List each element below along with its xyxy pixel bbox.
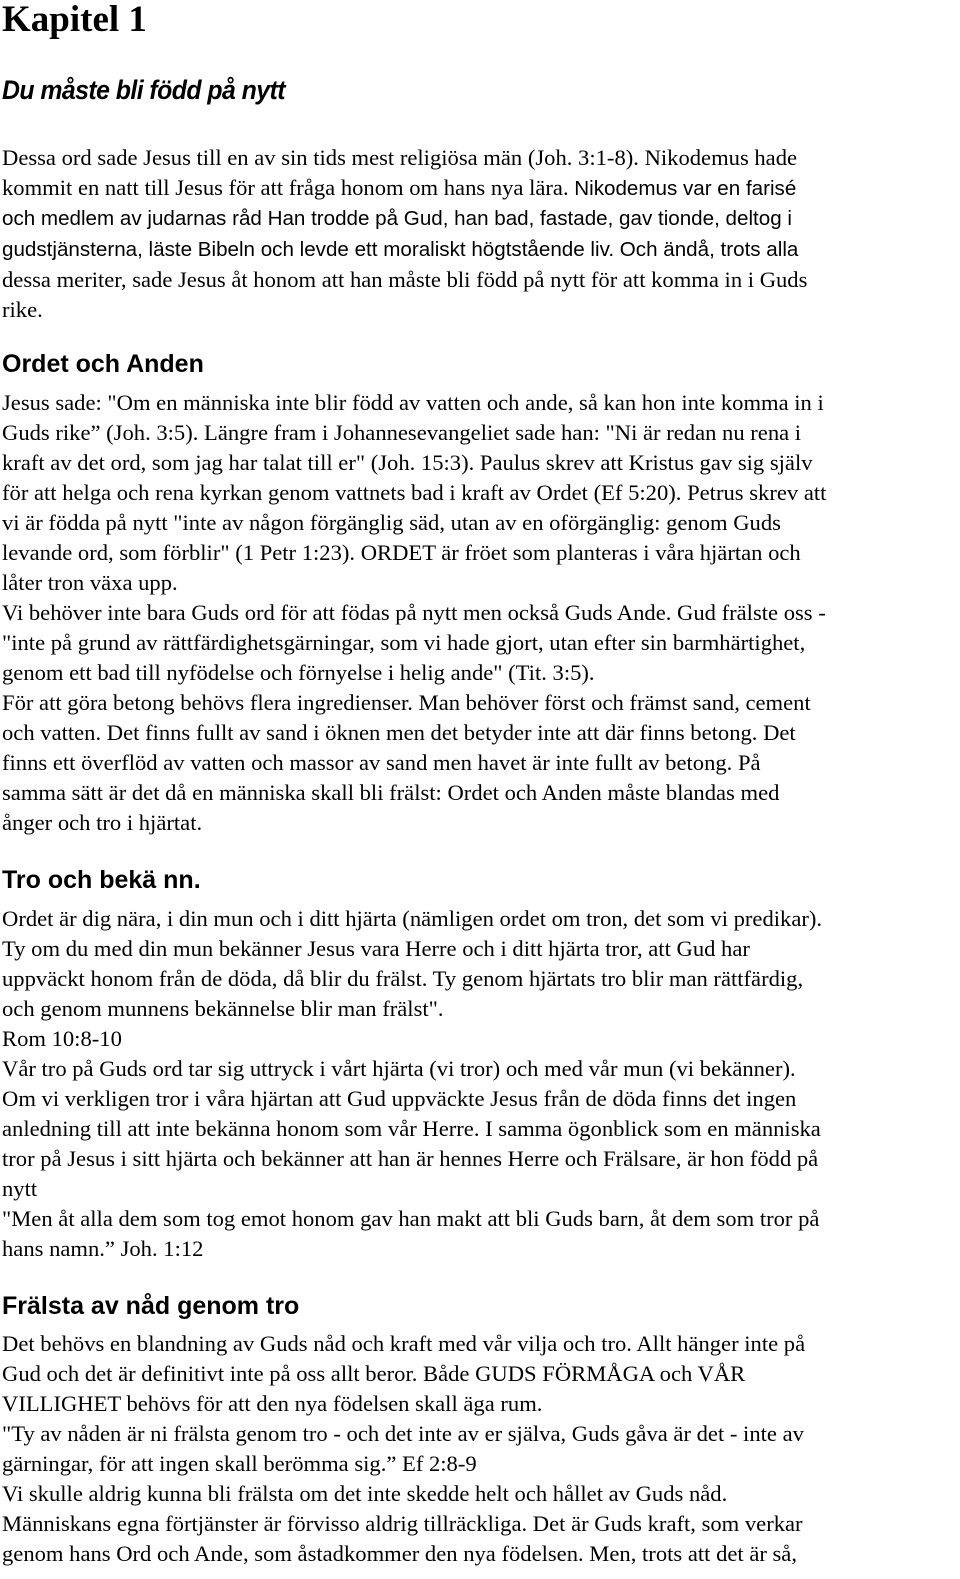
intro-line-4: [2, 234, 952, 265]
intro-line-2b: Nikodemus var en farisé: [574, 177, 797, 200]
ordet-line-10: genom ett bad till nyfödelse och förnyelse i helig ande" (Tit. 3:5).: [2, 660, 595, 685]
ordet-line-8: Vi behöver inte bara Guds ord för att födas på nytt men också Guds Ande. Gud frälste oss -: [2, 600, 826, 625]
tro-line-11: "Men åt alla dem som tog emot honom gav han makt att bli Guds barn, åt dem som tror på: [2, 1206, 820, 1231]
intro-line-6: rike.: [2, 297, 43, 322]
fralsta-line-4: "Ty av nåden är ni frälsta genom tro - och det inte av er själva, Guds gåva är det - inte av: [2, 1421, 804, 1446]
ordet-line-7: låter tron växa upp.: [2, 570, 178, 595]
intro-line-1: Dessa ord sade Jesus till en av sin tids mest religiösa män (Joh. 3:1-8). Nikodemus hade: [2, 145, 798, 170]
tro-line-7: Om vi verkligen tror i våra hjärtan att Gud uppväckte Jesus från de döda finns det ingen: [2, 1086, 797, 1111]
ordet-line-4: för att helga och rena kyrkan genom vattnets bad i kraft av Ordet (Ef 5:20). Petrus skrev att: [2, 480, 827, 505]
fralsta-line-7: Människans egna förtjänster är förvisso aldrig tillräckliga. Det är Guds kraft, som verkar: [2, 1511, 803, 1536]
intro-line-2a: kommit en natt till Jesus för att fråga honom om hans nya lära.: [2, 175, 575, 200]
fralsta-line-3: VILLIGHET behövs för att den nya födelsen skall äga rum.: [2, 1391, 543, 1416]
fralsta-line-8: genom hans Ord och Ande, som åstadkommer den nya födelsen. Men, trots att det är så,: [2, 1541, 797, 1566]
chapter-subtitle: Du måste bli född på nytt: [2, 75, 285, 105]
tro-line-5: Rom 10:8-10: [2, 1026, 122, 1051]
ordet-line-15: ånger och tro i hjärtat.: [2, 810, 203, 835]
section-heading-fralsta: Frälsta av nåd genom tro: [2, 1292, 300, 1320]
ordet-line-3: kraft av det ord, som jag har talat till er" (Joh. 15:3). Paulus skrev att Kristus gav sig själv: [2, 450, 813, 475]
tro-line-12: hans namn.” Joh. 1:12: [2, 1236, 204, 1261]
tro-line-8: anledning till att inte bekänna honom som vår Herre. I samma ögonblick som en människa: [2, 1116, 821, 1141]
ordet-line-9: "inte på grund av rättfärdighetsgärningar, som vi hade gjort, utan efter sin barmhärtighet,: [2, 630, 806, 655]
intro-paragraph: [2, 143, 952, 325]
ordet-line-14: samma sätt är det då en människa skall bli frälst: Ordet och Anden måste blandas med: [2, 780, 780, 805]
section-body-fralsta: [2, 1329, 952, 1569]
chapter-title: Kapitel 1: [2, 0, 147, 40]
ordet-line-6: levande ord, som förblir" (1 Petr 1:23). ORDET är fröet som planteras i våra hjärtan och: [2, 540, 801, 565]
fralsta-line-6: Vi skulle aldrig kunna bli frälsta om det inte skedde helt och hållet av Guds nåd.: [2, 1481, 728, 1506]
intro-line-2: [2, 173, 952, 204]
intro-line-3: och medlem av judarnas råd Han trodde på Gud, han bad, fastade, gav tionde, deltog i: [2, 207, 792, 230]
tro-line-4: och genom munnens bekännelse blir man frälst".: [2, 996, 444, 1021]
ordet-line-13: finns ett överflöd av vatten och massor av sand men havet är inte fullt av betong. På: [2, 750, 761, 775]
tro-line-9: tror på Jesus i sitt hjärta och bekänner att han är hennes Herre och Frälsare, är hon född på: [2, 1146, 819, 1171]
intro-line-4a: gudstjänsterna, läste Bibeln och levde ett moraliskt högtstående liv.: [2, 238, 615, 261]
section-body-tro: [2, 904, 952, 1264]
ordet-line-12: och vatten. Det finns fullt av sand i öknen men det betyder inte att där finns betong. Det: [2, 720, 796, 745]
intro-line-4b: Och ändå, trots alla: [614, 238, 799, 261]
tro-line-1: Ordet är dig nära, i din mun och i ditt hjärta (nämligen ordet om tron, det som vi predikar).: [2, 906, 823, 931]
ordet-line-11: För att göra betong behövs flera ingredienser. Man behöver först och främst sand, cement: [2, 690, 811, 715]
section-body-ordet: [2, 388, 952, 838]
tro-line-6: Vår tro på Guds ord tar sig uttryck i vårt hjärta (vi tror) och med vår mun (vi bekänner).: [2, 1056, 796, 1081]
intro-line-5: dessa meriter, sade Jesus åt honom att han måste bli född på nytt för att komma in i Guds: [2, 267, 808, 292]
ordet-line-5: vi är födda på nytt "inte av någon förgänglig säd, utan av en oförgänglig: genom Guds: [2, 510, 781, 535]
fralsta-line-5: gärningar, för att ingen skall berömma sig.” Ef 2:8-9: [2, 1451, 477, 1476]
ordet-line-2: Guds rike” (Joh. 3:5). Längre fram i Johannesevangeliet sade han: "Ni är redan nu rena i: [2, 420, 802, 445]
fralsta-line-2: Gud och det är definitivt inte på oss allt beror. Både GUDS FÖRMÅGA och VÅR: [2, 1361, 746, 1386]
fralsta-line-1: Det behövs en blandning av Guds nåd och kraft med vår vilja och tro. Allt hänger inte på: [2, 1331, 806, 1356]
section-heading-ordet: Ordet och Anden: [2, 350, 204, 378]
tro-line-2: Ty om du med din mun bekänner Jesus vara Herre och i ditt hjärta tror, att Gud har: [2, 936, 750, 961]
ordet-line-1: Jesus sade: "Om en människa inte blir född av vatten och ande, så kan hon inte komma in i: [2, 390, 824, 415]
tro-line-3: uppväckt honom från de döda, då blir du frälst. Ty genom hjärtats tro blir man rättfärdig,: [2, 966, 804, 991]
tro-line-10: nytt: [2, 1176, 38, 1201]
section-heading-tro: Tro och bekä nn.: [2, 866, 201, 894]
